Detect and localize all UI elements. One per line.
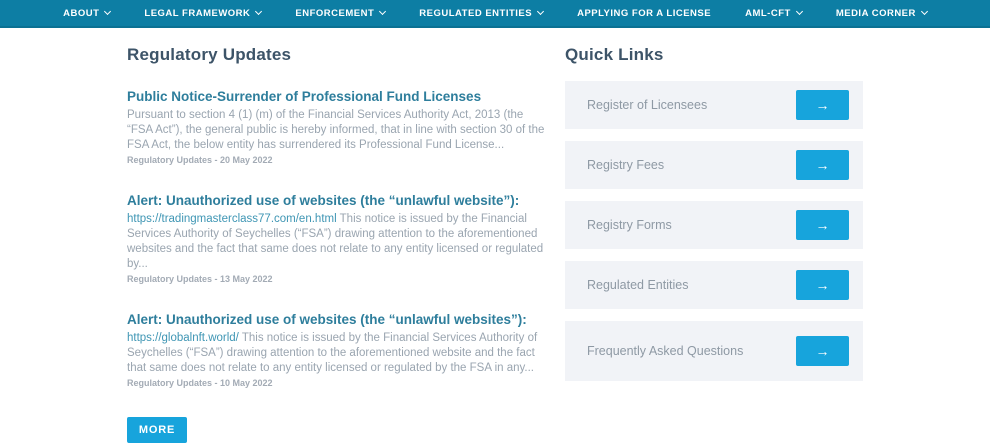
nav-item-label: MEDIA CORNER — [835, 7, 916, 19]
chevron-down-icon — [537, 8, 544, 15]
arrow-right-icon: → — [815, 217, 830, 233]
arrow-right-button[interactable] — [796, 150, 849, 180]
content-area — [127, 28, 863, 443]
quick-link-label: Regulated Entities — [587, 277, 689, 292]
nav-item-label: REGULATED ENTITIES — [419, 7, 533, 19]
nav-item-label: ABOUT — [63, 7, 100, 19]
article-excerpt — [127, 331, 547, 376]
arrow-right-button[interactable] — [796, 90, 849, 120]
article-item — [127, 90, 547, 166]
top-navbar — [0, 0, 990, 28]
quick-link-regulated-entities[interactable] — [565, 261, 863, 309]
nav-item-label: AML-CFT — [745, 7, 791, 19]
article-title-link[interactable]: Alert: Unauthorized use of websites (the “unlawful websites”): — [127, 312, 527, 327]
arrow-right-button[interactable] — [796, 210, 849, 240]
article-excerpt — [127, 108, 547, 153]
arrow-right-icon: → — [815, 277, 830, 293]
quick-links-title: Quick Links — [565, 45, 664, 64]
article-body-text: Pursuant to section 4 (1) (m) of the Financial Services Authority Act, 2013 (the “FSA Act”), the general public is hereby informed, that in line with section 30 of the FSA Act, the below entity has surrendered its Professional Fund License... — [127, 109, 545, 151]
regulatory-updates-section — [127, 45, 547, 443]
quick-link-frequently-asked-questions[interactable] — [565, 321, 863, 381]
arrow-right-icon: → — [815, 343, 830, 359]
nav-item-about[interactable] — [63, 8, 110, 19]
arrow-right-icon: → — [815, 157, 830, 173]
quick-links-section — [565, 45, 863, 443]
chevron-down-icon — [104, 8, 111, 15]
article-url-link[interactable]: https://globalnft.world/ — [127, 332, 239, 344]
quick-link-registry-forms[interactable] — [565, 201, 863, 249]
article-item — [127, 313, 547, 389]
more-button[interactable]: MORE — [127, 417, 187, 443]
nav-item-label: LEGAL FRAMEWORK — [144, 7, 251, 19]
quick-link-label: Register of Licensees — [587, 97, 708, 112]
article-category-date: Regulatory Updates - 10 May 2022 — [127, 378, 273, 388]
chevron-down-icon — [379, 8, 386, 15]
nav-item-legal-framework[interactable] — [144, 8, 261, 19]
arrow-right-button[interactable] — [796, 270, 849, 300]
article-body-text: This notice is issued by the Financial Services Authority of Seychelles (“FSA”) drawing attention to the aforementioned websites and the fact that same does not relate to any entity licensed or regulated by... — [127, 213, 544, 270]
quick-link-registry-fees[interactable] — [565, 141, 863, 189]
nav-item-aml-cft[interactable] — [745, 8, 802, 19]
quick-link-label: Registry Forms — [587, 217, 672, 232]
nav-item-enforcement[interactable] — [295, 8, 385, 19]
chevron-down-icon — [921, 8, 928, 15]
article-category-date: Regulatory Updates - 13 May 2022 — [127, 274, 273, 284]
quick-link-label: Frequently Asked Questions — [587, 343, 744, 358]
article-category-date: Regulatory Updates - 20 May 2022 — [127, 155, 273, 165]
chevron-down-icon — [796, 8, 803, 15]
article-body-text: This notice is issued by the Financial Services Authority of Seychelles (“FSA”) drawing attention to the aforementioned website and the fact that same does not relate to any entity licensed or regulated by the FSA in any... — [127, 332, 538, 374]
nav-item-regulated-entities[interactable] — [419, 8, 543, 19]
article-url-link[interactable]: https://tradingmasterclass77.com/en.html — [127, 213, 337, 225]
nav-item-media-corner[interactable] — [836, 8, 927, 19]
nav-item-applying-for-a-license[interactable] — [577, 8, 711, 19]
arrow-right-icon: → — [815, 97, 830, 113]
chevron-down-icon — [255, 8, 262, 15]
quick-link-register-of-licensees[interactable] — [565, 81, 863, 129]
article-title-link[interactable]: Alert: Unauthorized use of websites (the “unlawful website”): — [127, 193, 520, 208]
article-item — [127, 194, 547, 285]
article-excerpt — [127, 212, 547, 272]
nav-item-label: ENFORCEMENT — [295, 7, 375, 19]
arrow-right-button[interactable] — [796, 336, 849, 366]
quick-link-label: Registry Fees — [587, 157, 665, 172]
regulatory-updates-title: Regulatory Updates — [127, 45, 292, 64]
nav-item-label: APPLYING FOR A LICENSE — [577, 7, 712, 19]
article-title-link[interactable]: Public Notice-Surrender of Professional Fund Licenses — [127, 89, 482, 104]
